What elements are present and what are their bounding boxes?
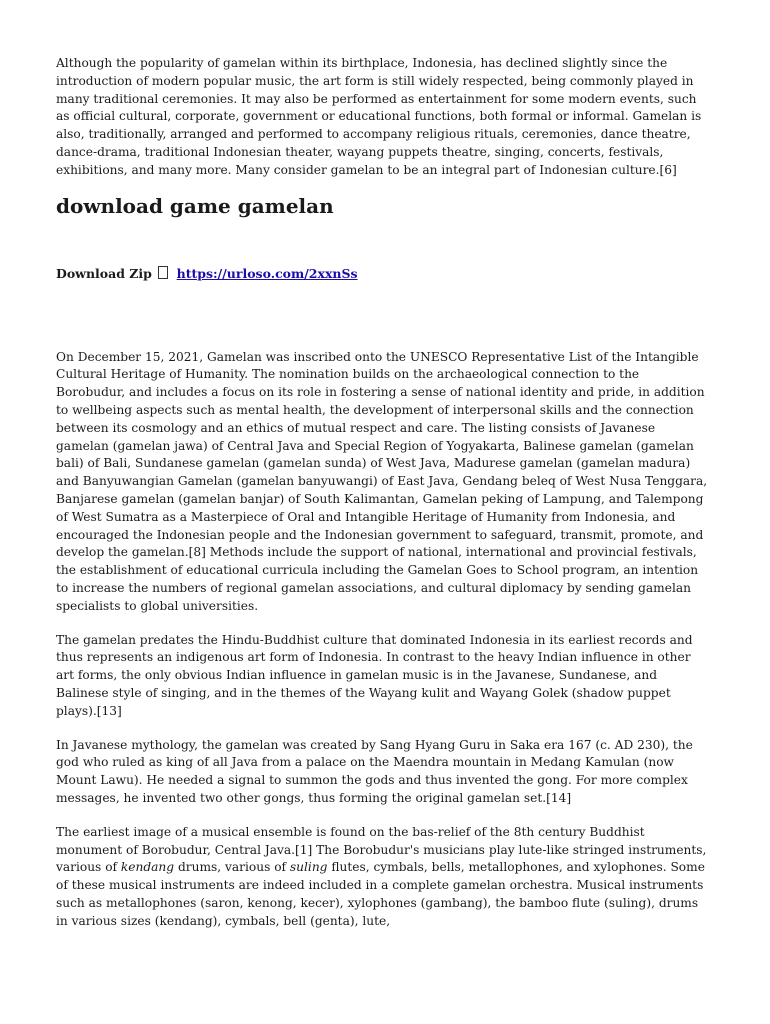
paragraph-earliest: [56, 824, 710, 931]
paragraph-earliest-part-b: drums, various of: [174, 860, 290, 875]
download-line: [56, 265, 710, 283]
page-title: download game gamelan: [56, 193, 334, 218]
paragraph-earliest-part-c: flutes, cymbals, bells, metallophones, and xylophones. Some of these musical instruments are indeed included in a complete gamelan orchestra. Musical instruments such as metallophones (saron, kenong, kecer), xylophones (gambang), the bamboo flute (suling), drums in various sizes (kendang), cymbals, bell (genta), lute,: [56, 860, 705, 928]
download-link[interactable]: https://urloso.com/2xxnSs: [176, 265, 358, 281]
paragraph-earliest-kendang: kendang: [120, 860, 175, 875]
paragraph-unesco: On December 15, 2021, Gamelan was inscribed onto the UNESCO Representative List of the Intangible Cultural Heritage of Humanity. The nomination builds on the archaeological connection to the Borobudur, and includes a focus on its role in fostering a sense of national identity and pride, in addition to wellbeing aspects such as mental health, the development of interpersonal skills and the connection between its cosmology and an ethics of mutual respect and care. The listing consists of Javanese gamelan (gamelan jawa) of Central Java and Special Region of Yogyakarta, Balinese gamelan (gamelan bali) of Bali, Sundanese gamelan (gamelan sunda) of West Java, Madurese gamelan (gamelan madura) and Banyuwangian Gamelan (gamelan banyuwangi) of East Java, Gendang beleq of West Nusa Tenggara, Banjarese gamelan (gamelan banjar) of South Kalimantan, Gamelan peking of Lampung, and Talempong of West Sumatra as a Masterpiece of Oral and Intangible Heritage of Humanity from Indonesia, and encouraged the Indonesian people and the Indonesian government to safeguard, transmit, promote, and develop the gamelan.[8] Methods include the support of national, international and provincial festivals, the establishment of educational curricula including the Gamelan Goes to School program, an intention to increase the numbers of regional gamelan associations, and cultural diplomacy by sending gamelan specialists to global universities.: [56, 349, 708, 613]
download-label: Download Zip: [56, 265, 152, 281]
paragraph-earliest-part-a: The earliest image of a musical ensemble is found on the bas-relief of the 8th century Buddhist monument of Borobudur, Central Java.[1] The Borobudur's musicians play lute-like stringed instruments, various of: [56, 824, 707, 875]
intro-paragraph: Although the popularity of gamelan within its birthplace, Indonesia, has declined slightly since the introduction of modern popular music, the art form is still widely respected, being commonly played in many traditional ceremonies. It may also be performed as entertainment for some modern events, such as official cultural, corporate, government or educational functions, both formal or informal. Gamelan is also, traditionally, arranged and performed to accompany religious rituals, ceremonies, dance theatre, dance-drama, traditional Indonesian theater, wayang puppets theatre, singing, concerts, festivals, exhibitions, and many more. Many consider gamelan to be an integral part of Indonesian culture.[6]: [56, 56, 702, 177]
arrow-icon: [158, 266, 168, 279]
paragraph-predates: The gamelan predates the Hindu-Buddhist culture that dominated Indonesia in its earliest records and thus represents an indigenous art form of Indonesia. In contrast to the heavy Indian influence in other art forms, the only obvious Indian influence in gamelan music is in the Javanese, Sundanese, and Balinese style of singing, and in the themes of the Wayang kulit and Wayang Golek (shadow puppet plays).[13]: [56, 632, 693, 718]
paragraph-earliest-suling: suling: [289, 860, 328, 875]
paragraph-mythology: In Javanese mythology, the gamelan was created by Sang Hyang Guru in Saka era 167 (c. AD 230), the god who ruled as king of all Java from a palace on the Maendra mountain in Medang Kamulan (now Mount Lawu). He needed a signal to summon the gods and thus invented the gong. For more complex messages, he invented two other gongs, thus forming the original gamelan set.[14]: [56, 737, 693, 805]
